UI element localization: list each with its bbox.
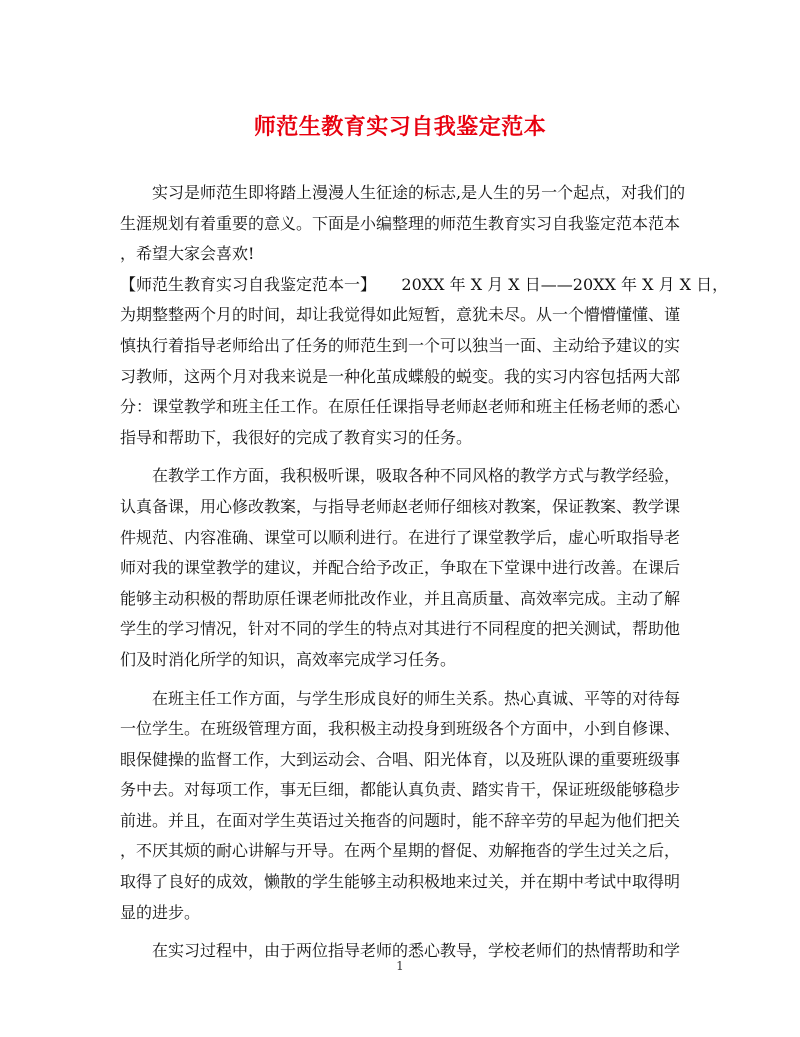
paragraph-1-line-2: 生涯规划有着重要的意义。下面是小编整理的师范生教育实习自我鉴定范本范本: [120, 213, 681, 233]
paragraph-4-line-7: 取得了良好的成效，懒散的学生能够主动积极地来过关，并在期中考试中取得明: [120, 872, 681, 892]
page-number: 1: [396, 959, 404, 973]
paragraph-3-line-7: 们及时消化所学的知识，高效率完成学习任务。: [120, 649, 457, 669]
document-body: [120, 178, 729, 967]
paragraph-4-line-3: 眼保健操的监督工作，大到运动会、合唱、阳光体育，以及班队课的重要班级事: [120, 749, 681, 769]
paragraph-2-line-3: 慎执行着指导老师给出了任务的师范生到一个可以独当一面、主动给予建议的实: [120, 335, 681, 355]
paragraph-3-line-3: 件规范、内容准确、课堂可以顺利进行。在进行了课堂教学后，虚心听取指导老: [120, 527, 681, 547]
paragraph-4-line-8: 显的进步。: [120, 902, 201, 922]
paragraph-2-line-5: 分：课堂教学和班主任工作。在原任任课指导老师赵老师和班主任杨老师的悉心: [120, 397, 681, 417]
paragraph-1-line-1: 实习是师范生即将踏上漫漫人生征途的标志,是人生的另一个起点，对我们的: [152, 183, 686, 202]
paragraph-3-line-1: 在教学工作方面，我积极听课，吸取各种不同风格的教学方式与教学经验，: [152, 466, 681, 486]
paragraph-2-line-6: 指导和帮助下，我很好的完成了教育实习的任务。: [120, 427, 473, 447]
document-title: 师范生教育实习自我鉴定范本: [253, 114, 547, 140]
paragraph-1-line-3: ，希望大家会喜欢!: [120, 244, 255, 264]
paragraph-4-line-1: 在班主任工作方面，与学生形成良好的师生关系。热心真诚、平等的对待每: [152, 688, 681, 708]
paragraph-2-line-2: 为期整整两个月的时间，却让我觉得如此短暂，意犹未尽。从一个懵懵懂懂、谨: [120, 305, 681, 325]
paragraph-4-line-2: 一位学生。在班级管理方面，我积极主动投身到班级各个方面中，小到自修课、: [120, 719, 681, 739]
paragraph-3-line-2: 认真备课，用心修改教案，与指导老师赵老师仔细核对教案，保证教案、教学课: [120, 496, 681, 516]
paragraph-5-line-1: 在实习过程中，由于两位指导老师的悉心教导，学校老师们的热情帮助和学: [152, 941, 681, 961]
paragraph-2-line-1: 【师范生教育实习自我鉴定范本一】 20XX 年 X 月 X 日——20XX 年 X 月 X 日，: [120, 274, 729, 294]
paragraph-2-line-4: 习教师，这两个月对我来说是一种化茧成蝶般的蜕变。我的实习内容包括两大部: [120, 366, 681, 386]
paragraph-3-line-6: 学生的学习情况，针对不同的学生的特点对其进行不同程度的把关测试，帮助他: [120, 619, 681, 639]
paragraph-4-line-4: 务中去。对每项工作，事无巨细，都能认真负责、踏实肯干，保证班级能够稳步: [120, 780, 681, 800]
paragraph-3-line-5: 能够主动积极的帮助原任课老师批改作业，并且高质量、高效率完成。主动了解: [120, 588, 681, 608]
paragraph-4-line-5: 前进。并且，在面对学生英语过关拖沓的问题时，能不辞辛劳的早起为他们把关: [120, 810, 681, 830]
paragraph-3-line-4: 师对我的课堂教学的建议，并配合给予改正，争取在下堂课中进行改善。在课后: [120, 558, 681, 578]
paragraph-4-line-6: ，不厌其烦的耐心讲解与开导。在两个星期的督促、劝解拖沓的学生过关之后，: [120, 841, 681, 861]
